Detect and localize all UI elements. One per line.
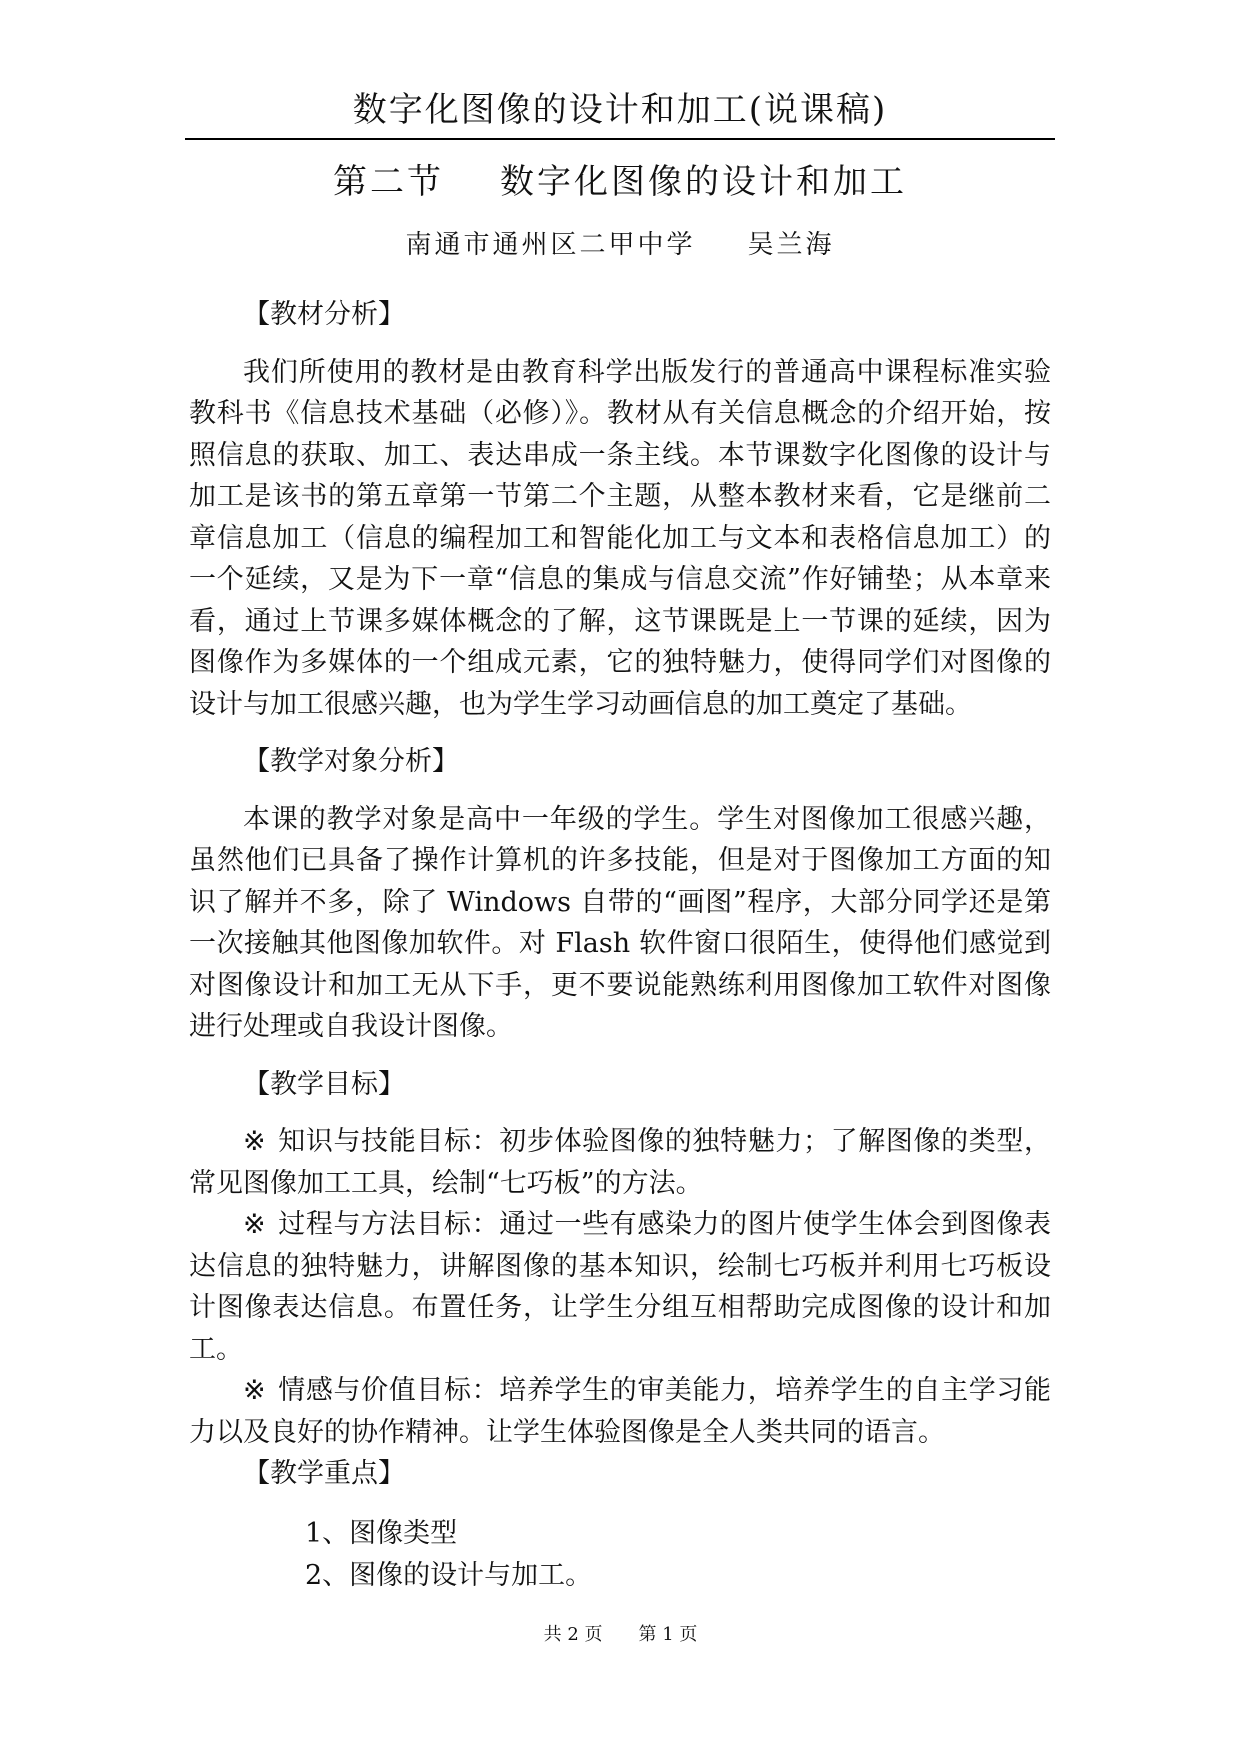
goal-emotion xyxy=(189,1370,1051,1453)
goal-emotion-text: 情感与价值目标：培养学生的审美能力，培养学生的自主学习能力以及良好的协作精神。让学生体验图像是全人类共同的语言。 xyxy=(189,1375,1052,1448)
page-footer xyxy=(0,1620,1241,1646)
author-name: 吴兰海 xyxy=(747,230,835,260)
total-pages: 共 2 页 xyxy=(543,1624,603,1645)
goal-process xyxy=(189,1204,1051,1370)
author-school: 南通市通州区二甲中学 xyxy=(405,230,696,260)
list-item: 1、图像类型 xyxy=(305,1517,458,1549)
header-divider xyxy=(185,138,1055,140)
key-points-list xyxy=(189,1513,1051,1597)
goal-knowledge xyxy=(189,1121,1051,1204)
audience-analysis-heading: 【教学对象分析】 xyxy=(243,746,459,777)
audience-analysis-paragraph: 本课的教学对象是高中一年级的学生。学生对图像加工很感兴趣，虽然他们已具备了操作计算机的许多技能，但是对于图像加工方面的知识了解并不多，除了 Windows 自带的“画图”程序，大部分同学还是第一次接触其他图像加软件。对 Flash 软件窗口很陌生，使得他们感觉到对图像设计和加工无从下手，更不要说能熟练利用图像加工软件对图像进行处理或自我设计图像。 xyxy=(189,803,1051,1042)
teaching-goals-heading: 【教学目标】 xyxy=(243,1068,405,1100)
list-item: 2、图像的设计与加工。 xyxy=(305,1559,593,1591)
author-line xyxy=(185,226,1055,264)
section-number: 第二节 xyxy=(333,162,444,202)
reference-mark: ※ xyxy=(243,1126,267,1157)
goal-process-text: 过程与方法目标：通过一些有感染力的图片使学生体会到图像表达信息的独特魅力，讲解图像的基本知识，绘制七巧板并利用七巧板设计图像表达信息。布置任务，让学生分组互相帮助完成图像的设计和加工。 xyxy=(189,1209,1052,1365)
reference-mark: ※ xyxy=(243,1209,267,1240)
current-page: 第 1 页 xyxy=(638,1624,698,1645)
material-analysis-heading: 【教材分析】 xyxy=(243,299,405,330)
key-points-heading: 【教学重点】 xyxy=(243,1458,405,1489)
document-body xyxy=(189,294,1051,1597)
section-title xyxy=(185,160,1055,204)
section-name: 数字化图像的设计和加工 xyxy=(500,162,907,202)
reference-mark: ※ xyxy=(243,1375,267,1406)
goal-knowledge-text: 知识与技能目标：初步体验图像的独特魅力；了解图像的类型，常见图像加工工具，绘制“七巧板”的方法。 xyxy=(189,1126,1052,1199)
document-header-title: 数字化图像的设计和加工(说课稿) xyxy=(352,90,888,130)
material-analysis-paragraph: 我们所使用的教材是由教育科学出版发行的普通高中课程标准实验教科书《信息技术基础（必修）》。教材从有关信息概念的介绍开始，按照信息的获取、加工、表达串成一条主线。本节课数字化图像的设计与加工是该书的第五章第一节第二个主题，从整本教材来看，它是继前二章信息加工（信息的编程加工和智能化加工与文本和表格信息加工）的一个延续，又是为下一章“信息的集成与信息交流”作好铺垫；从本章来看，通过上节课多媒体概念的了解，这节课既是上一节课的延续，因为图像作为多媒体的一个组成元素，它的独特魅力，使得同学们对图像的设计与加工很感兴趣，也为学生学习动画信息的加工奠定了基础。 xyxy=(189,356,1051,720)
